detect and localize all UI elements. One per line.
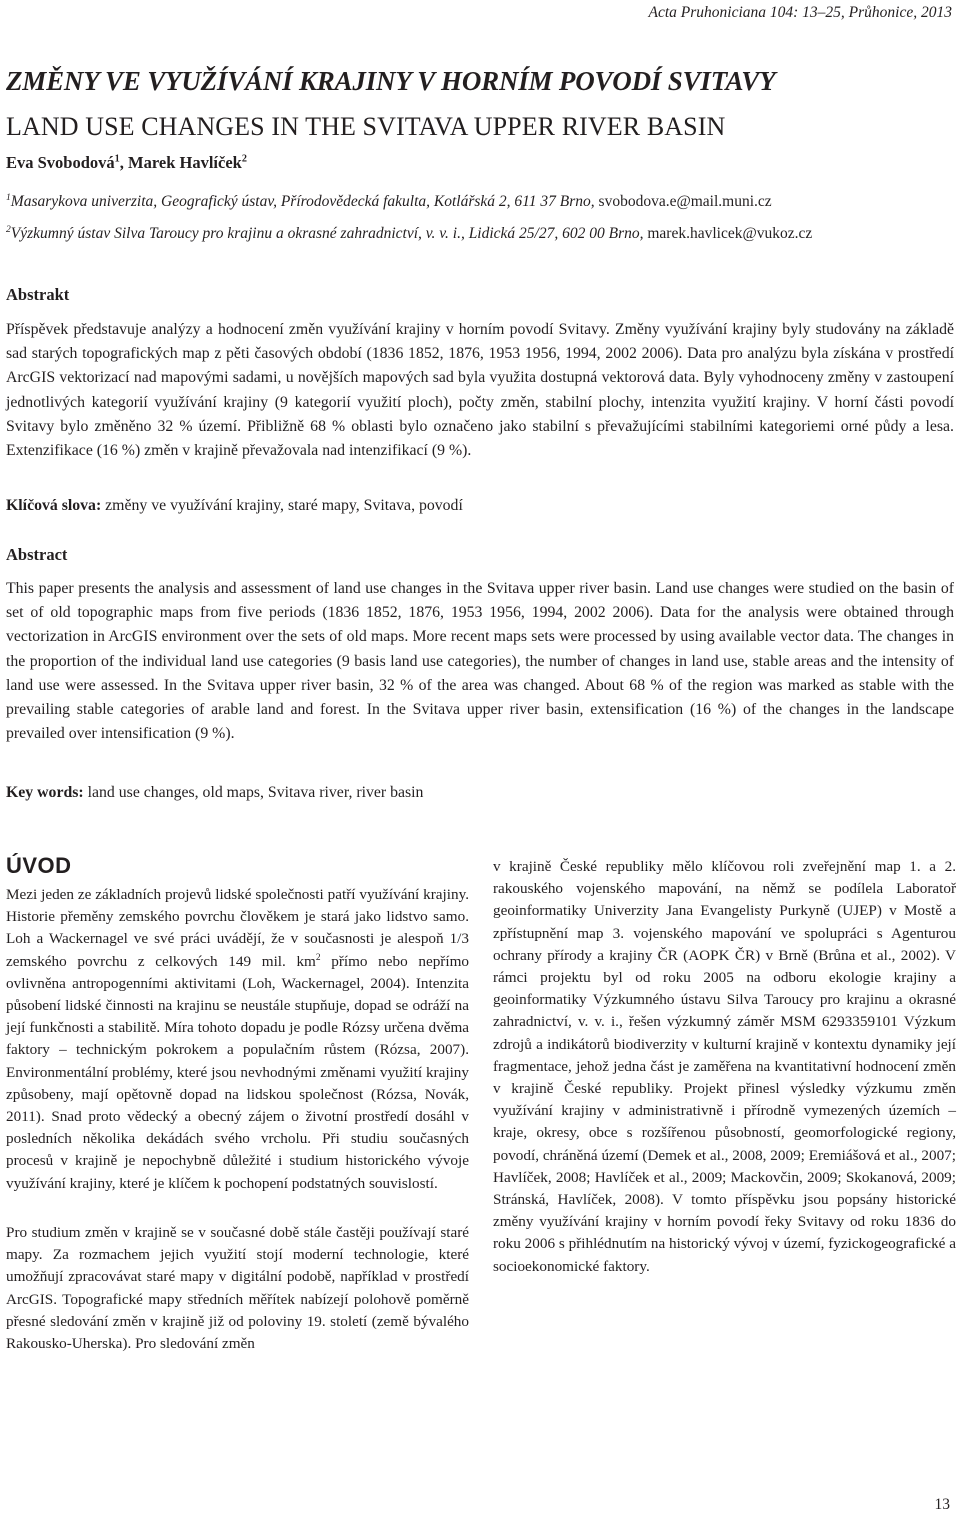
title-czech: ZMĚNY VE VYUŽÍVÁNÍ KRAJINY V HORNÍM POVODÍ SVITAVY xyxy=(6,66,776,96)
affiliation-text: Masarykova univerzita, Geografický ústav, Přírodovědecká fakulta, Kotlářská 2, 611 37 Brno, xyxy=(10,193,599,210)
email-link[interactable]: marek.havlicek@vukoz.cz xyxy=(647,225,813,242)
keywords-czech xyxy=(6,497,463,515)
intro-right-column: v krajině České republiky mělo klíčovou roli zveřejnění map 1. a 2. rakouského vojenského mapování, na němž se podílela Laboratoř geoinformatiky Univerzity Jana Evangelisty Purkyně (UJEP) v Mostě a zpřístupnění map 3. vojenského mapování ve spolupráci s Agenturou ochrany přírody a krajiny ČR (AOPK ČR) v Brně (Brůna et al., 2002). V rámci projektu byl od roku 2005 na odboru ekologie krajiny a geoinformatiky Výzkumného ústavu Silva Taroucy pro krajinu a okrasné zahradnictví, v. v. i., řešen výzkumný záměr MSM 6293359101 Výzkum zdrojů a indikátorů biodiverzity v kulturní krajině v kontextu dynamiky její fragmentace, jehož jedna část je zaměřena na kvantitativní hodnocení změn v krajině České republiky. Projekt přinesl výsledky výzkumu změn využívání krajiny v administrativně i přírodně vymezených územích – kraje, okresy, obce s rozšířenou působností, geomorfologické regiony, povodí, chráněná území (Demek et al., 2008, 2009; Eremiášová et al., 2007; Havlíček, 2008; Havlíček et al., 2009; Mackovčin, 2009; Skokanová, 2009; Stránská, Havlíček, 2008). V tomto příspěvku jsou popsány historické změny využívání krajiny v horním povodí řeky Svitavy od roku 1836 do roku 2006 s přihlédnutím na historický vývoj v území, fyzickogeografické a socioekonomické faktory. xyxy=(493,858,956,1275)
affiliation-1 xyxy=(6,193,772,211)
keywords-label: Key words: xyxy=(6,784,84,801)
keywords-english xyxy=(6,784,423,802)
keywords-list: změny ve využívání krajiny, staré mapy, Svitava, povodí xyxy=(101,497,463,514)
email-link[interactable]: svobodova.e@mail.muni.cz xyxy=(598,193,772,210)
abstrakt-text: Příspěvek představuje analýzy a hodnocení změn využívání krajiny v horním povodí Svitavy. Změny využívání krajiny byly studovány na základě sad starých topografických map z pěti časových období (1836 1852, 1876, 1953 1956, 1994, 2002 2006). Data pro analýzu byla získána v prostředí ArcGIS vektorizací nad mapovými sadami, u novějších mapových sad byla využita dostupná vektorová data. Byly vyhodnoceny změny v zastoupení jednotlivých kategorií využívání krajiny (9 kategorií využití ploch), počty změn, stabilní plochy, intenzita využití krajiny. V horní části povodí Svitavy bylo změněno 32 % území. Přibližně 68 % oblasti bylo označeno jako stabilní s převažujícími stabilními kategoriemi orné půdy a lesa. Extenzifikace (16 %) změn v krajině převažovala nad intenzifikací (9 %). xyxy=(6,321,954,460)
affiliation-marker: 1 xyxy=(114,153,120,165)
keywords-label: Klíčová slova: xyxy=(6,497,102,514)
author-name: Eva Svobodová xyxy=(6,153,115,172)
abstract-heading: Abstract xyxy=(6,545,68,564)
paragraph-text: Mezi jeden ze základních projevů lidské společnosti patří využívání krajiny. Historie přeměny zemského povrchu člověkem je stará jako lidstvo samo. Loh a Wackernagel ve své práci uvádějí, že v současnosti je alespoň 1/3 zemského povrchu z celkových 149 mil. km xyxy=(6,886,469,970)
section-heading-uvod: ÚVOD xyxy=(6,853,72,878)
superscript: 2 xyxy=(315,952,321,963)
affiliation-marker: 2 xyxy=(6,223,11,235)
affiliation-marker: 2 xyxy=(241,153,247,165)
abstract-text: This paper presents the analysis and assessment of land use changes in the Svitava upper river basin. Land use changes were studied on the basin of set of old topographic maps from five periods (1836 1852, 1876, 1953 1956, 1994, 2002 2006). Data for the analysis were obtained through vectorization in ArcGIS environment over the sets of old maps. More recent maps sets were processed by using available vector data. The changes in the proportion of the individual land use categories (9 basis land use categories), the number of changes in land use, stable areas and the intensity of land use were assessed. In the Svitava upper river basin, 32 % of the area was changed. About 68 % of the region was marked as stable with the prevailing stable categories of arable land and forest. In the Svitava upper river basin, extensification (16 %) of the changes in the landscape prevailed over intensification (9 %). xyxy=(6,580,954,743)
abstrakt-heading: Abstrakt xyxy=(6,285,70,304)
intro-paragraph-2: Pro studium změn v krajině se v současné době stále častěji používají staré mapy. Za rozmachem jejich využití stojí moderní technologie, které umožňují zpracovávat staré mapy v digitální podobě, například v prostředí ArcGIS. Topografické mapy středních měřítek nabízejí polohově poměrně přesné sledování změn v krajině již od poloviny 19. století (země bývalého Rakousko-Uherska). Pro sledování změn xyxy=(6,1224,469,1353)
affiliation-2 xyxy=(6,225,812,243)
affiliation-text: Výzkumný ústav Silva Taroucy pro krajinu a okrasné zahradnictví, v. v. i., Lidická 25/27, 602 00 Brno, xyxy=(10,225,648,242)
author-separator: , xyxy=(119,153,129,172)
author-line xyxy=(6,153,247,173)
author-name: Marek Havlíček xyxy=(128,153,242,172)
running-head: Acta Pruhoniciana 104: 13–25, Průhonice, 2013 xyxy=(648,4,952,21)
page-number: 13 xyxy=(934,1496,950,1513)
keywords-list: land use changes, old maps, Svitava river, river basin xyxy=(83,784,424,801)
affiliation-marker: 1 xyxy=(6,191,11,203)
paragraph-text: přímo nebo nepřímo ovlivněna antropogenními aktivitami (Loh, Wackernagel, 2004). Intenzita působení lidské činnosti na krajinu se neustále stupňuje, dopad se odráží na její funkčnosti a stabilitě. Míra tohoto dopadu je podle Rózsy určena dvěma faktory – technickým pokrokem a populačním růstem (Rózsa, 2007). Environmentální problémy, které jsou nevhodnými změnami využití krajiny způsobeny, mají opětovně dopad na lidskou společnost (Rózsa, Novák, 2011). Snad proto vědecký a obecný zájem o životní prostředí dosáhl v posledních několika dekádách svého vrcholu. Při studiu současných procesů v krajině je nepochybně důležité i studium historického vývoje využívání krajiny, které je klíčem k pochopení podstatných souvislostí. xyxy=(6,952,469,1192)
intro-paragraph-1 xyxy=(6,884,469,1195)
title-english: LAND USE CHANGES IN THE SVITAVA UPPER RIVER BASIN xyxy=(6,112,726,141)
